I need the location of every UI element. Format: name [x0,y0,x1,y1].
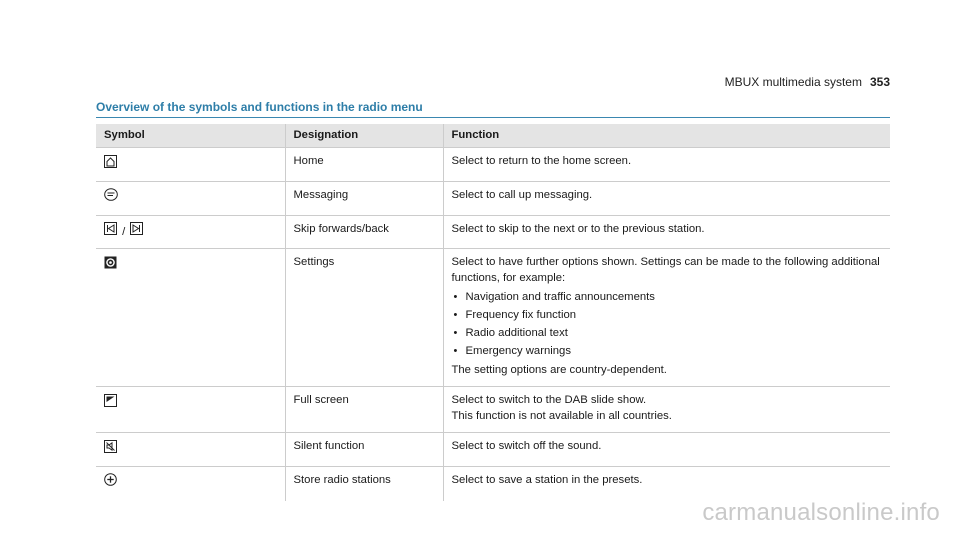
designation-cell: Store radio stations [285,466,443,501]
function-cell: Select to switch off the sound. [443,433,890,467]
function-cell [443,249,890,387]
designation-cell: Skip forwards/back [285,215,443,249]
symbol-separator: / [122,226,126,238]
function-cell: Select to return to the home screen. [443,148,890,182]
table-row [96,249,890,387]
watermark: carmanualsonline.info [702,499,940,526]
function-cell [443,387,890,433]
page-header [725,75,890,89]
function-cell: Select to skip to the next or to the previous station. [443,215,890,249]
skip-back-icon [104,221,117,237]
function-text: Select to have further options shown. Settings can be made to the following additional functions, for example: [451,256,880,284]
table-header-row [96,124,890,148]
symbol-cell [96,249,285,387]
table-row [96,181,890,215]
designation-cell: Full screen [285,387,443,433]
skip-forward-icon [130,221,143,237]
table-row [96,466,890,501]
list-item: • Radio additional text [452,324,883,342]
symbol-cell [96,433,285,467]
function-text: Select to switch to the DAB slide show. [451,394,647,406]
manual-title: MBUX multimedia system [724,75,862,89]
add-station-icon [104,472,117,488]
symbol-cell [96,387,285,433]
table-row [96,148,890,182]
column-header-function: Function [443,124,890,148]
function-note: The setting options are country-dependent. [451,364,667,376]
function-cell: Select to save a station in the presets. [443,466,890,501]
symbols-table [96,124,890,501]
table-row [96,433,890,467]
list-item: • Frequency fix function [452,306,883,324]
list-item: • Navigation and traffic announcements [452,288,883,306]
mute-icon [104,438,117,454]
function-note: This function is not available in all countries. [451,410,672,422]
home-icon [104,153,117,169]
symbol-cell [96,148,285,182]
designation-cell: Settings [285,249,443,387]
table-row [96,215,890,249]
full-screen-icon [104,392,117,408]
page-number: 353 [869,75,890,89]
symbol-cell [96,215,285,249]
designation-cell: Silent function [285,433,443,467]
function-cell: Select to call up messaging. [443,181,890,215]
symbol-cell [96,181,285,215]
symbol-cell [96,466,285,501]
designation-cell: Messaging [285,181,443,215]
option-list [452,288,883,360]
section-title: Overview of the symbols and functions in the radio menu [96,100,890,118]
messaging-icon [104,187,118,203]
settings-icon [104,254,117,270]
column-header-designation: Designation [285,124,443,148]
list-item: • Emergency warnings [452,342,883,360]
table-row [96,387,890,433]
designation-cell: Home [285,148,443,182]
column-header-symbol: Symbol [96,124,285,148]
